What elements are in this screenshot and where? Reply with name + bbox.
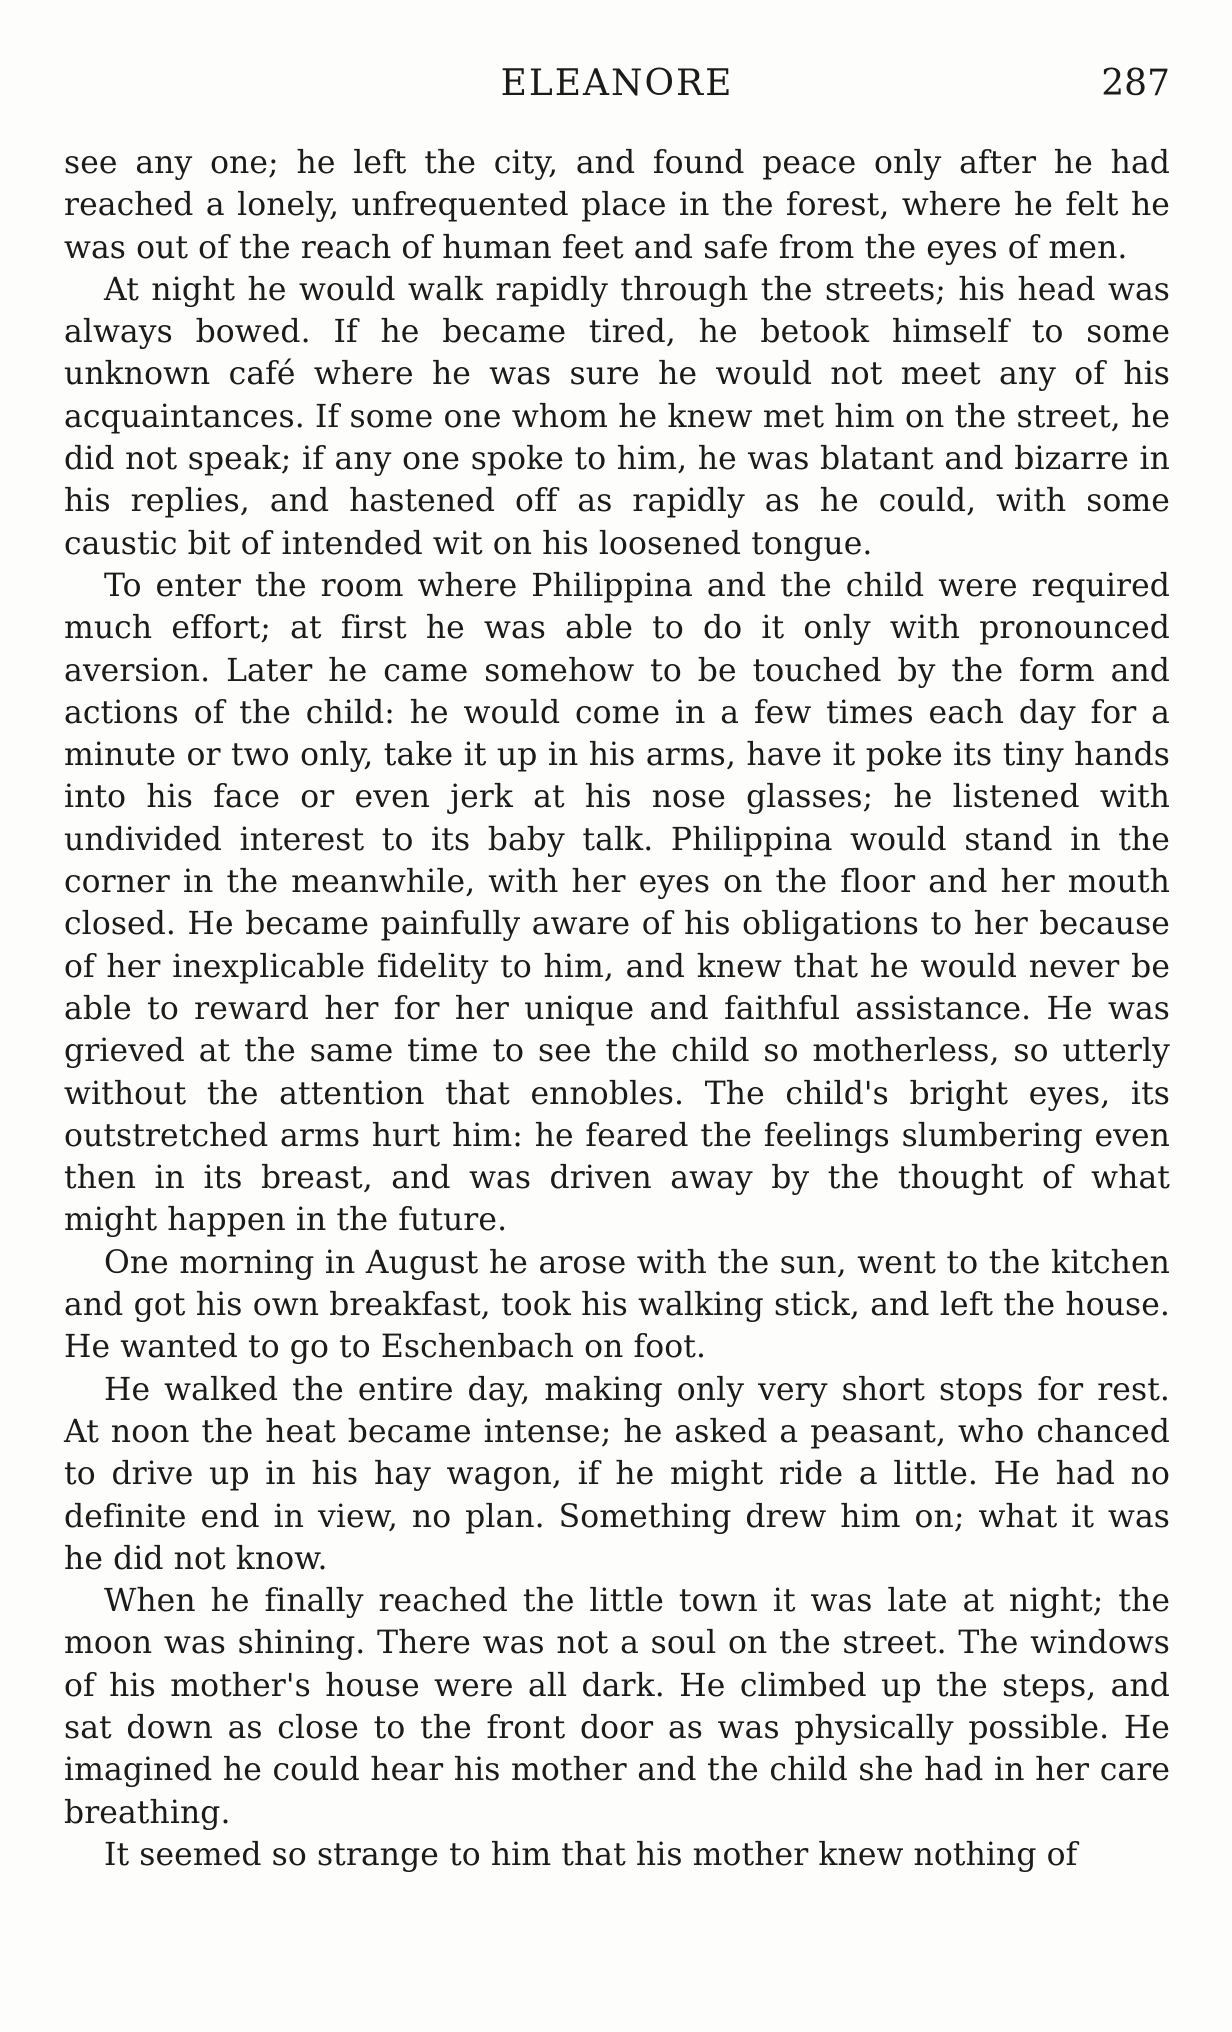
body-text <box>64 142 1170 1876</box>
page-header <box>64 58 1170 110</box>
paragraph: When he finally reached the little town it was late at night; the moon was shining. There was not a soul on the street. The windows of his mother's house were all dark. He climbed up the steps, and sat down as close to the front door as was physically possible. He imagined he could hear his mother and the child she had in her care breathing. <box>64 1583 1170 1831</box>
page-number: 287 <box>1101 63 1170 104</box>
paragraph: One morning in August he arose with the sun, went to the kitchen and got his own breakfast, took his walking stick, and left the house. He wanted to go to Eschenbach on foot. <box>64 1244 1170 1366</box>
paragraph: He walked the entire day, making only very short stops for rest. At noon the heat became intense; he asked a peasant, who chanced to drive up in his hay wagon, if he might ride a little. He had no definite end in view, no plan. Something drew him on; what it was he did not know. <box>64 1371 1170 1577</box>
running-title: ELEANORE <box>500 63 734 104</box>
paragraph: see any one; he left the city, and found peace only after he had reached a lonely, unfrequented place in the forest, where he felt he was out of the reach of human feet and safe from the eyes of men. <box>64 145 1170 266</box>
paragraph: At night he would walk rapidly through the streets; his head was always bowed. If he became tired, he betook himself to some unknown café where he was sure he would not meet any of his acquaintances. If some one whom he knew met him on the street, he did not speak; if any one spoke to him, he was blatant and bizarre in his replies, and hastened off as rapidly as he could, with some caustic bit of intended wit on his loosened tongue. <box>64 271 1170 562</box>
paragraph: To enter the room where Philippina and the child were required much effort; at first he was able to do it only with pronounced aversion. Later he came somehow to be touched by the form and actions of the child: he would come in a few times each day for a minute or two only, take it up in his arms, have it poke its tiny hands into his face or even jerk at his nose glasses; he listened with undivided interest to its baby talk. Philippina would stand in the corner in the meanwhile, with her eyes on the floor and her mouth closed. He became painfully aware of his obligations to her because of her inexplicable fidelity to him, and knew that he would never be able to reward her for her unique and faithful assistance. He was grieved at the same time to see the child so motherless, so utterly without the attention that ennobles. The child's bright eyes, its outstretched arms hurt him: he feared the feelings slumbering even then in its breast, and was driven away by the thought of what might happen in the future. <box>64 567 1170 1239</box>
paragraph: It seemed so strange to him that his mother knew nothing of <box>104 1836 1078 1873</box>
